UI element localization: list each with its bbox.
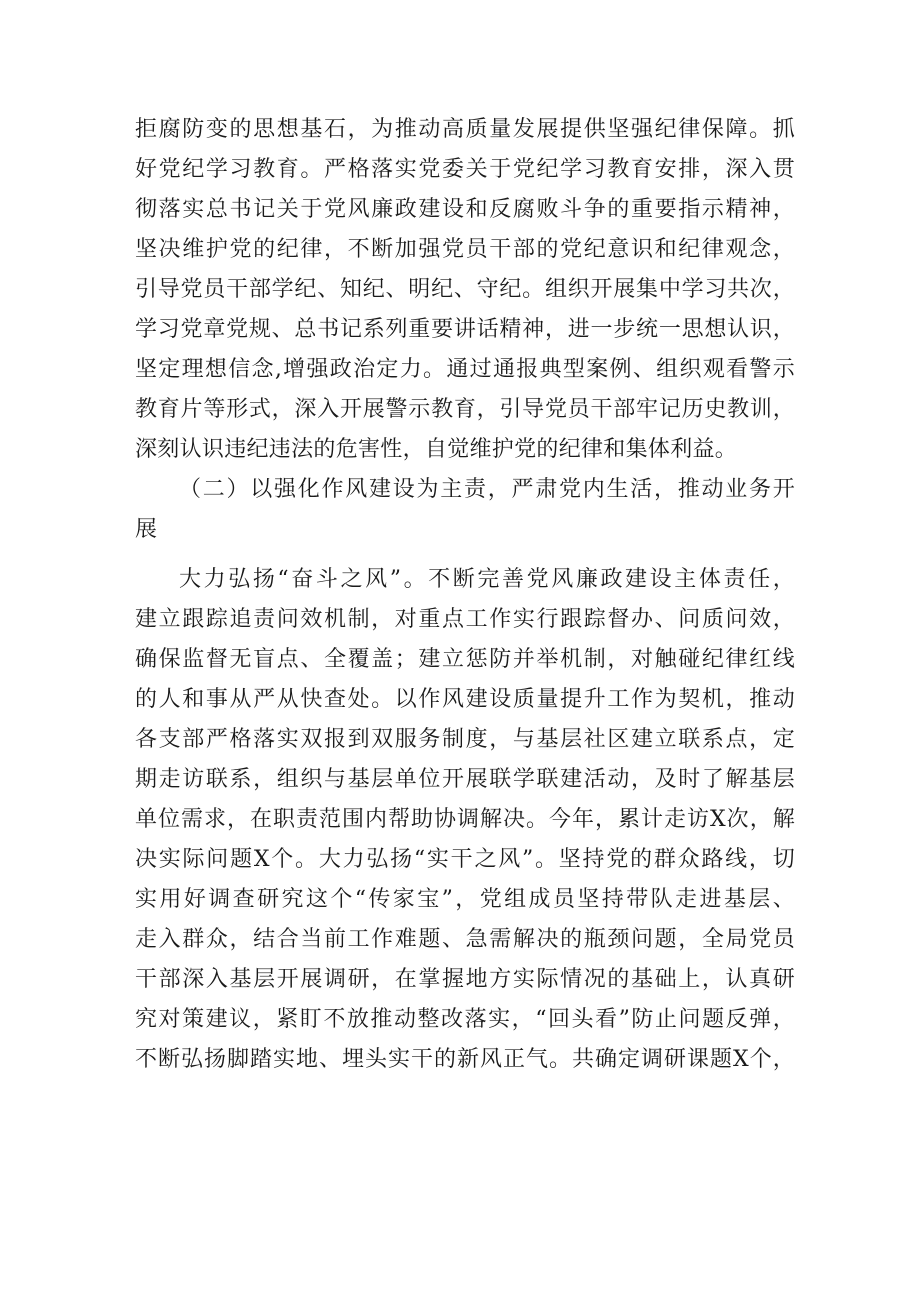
text-line: 深刻认识违纪违法的危害性，自觉维护党的纪律和集体利益。 xyxy=(135,437,738,462)
paragraph-party-discipline xyxy=(135,110,795,470)
text-line: 坚决维护党的纪律，不断加强党员干部的党纪意识和纪律观念， xyxy=(135,237,795,262)
heading-line: （二）以强化作风建设为主责，严肃党内生活，推动业务开 xyxy=(179,477,795,502)
paragraph-work-style xyxy=(135,560,795,1080)
text-line: 各支部严格落实双报到双服务制度，与基层社区建立联系点，定 xyxy=(135,727,795,752)
text-line: 拒腐防变的思想基石，为推动高质量发展提供坚强纪律保障。抓 xyxy=(135,117,795,142)
text-line: 大力弘扬“奋斗之风”。不断完善党风廉政建设主体责任， xyxy=(179,567,795,592)
text-line: 教育片等形式，深入开展警示教育，引导党员干部牢记历史教训， xyxy=(135,397,795,422)
text-line: 单位需求，在职责范围内帮助协调解决。今年，累计走访X次，解 xyxy=(135,807,795,832)
text-line: 好党纪学习教育。严格落实党委关于党纪学习教育安排，深入贯 xyxy=(135,157,795,182)
text-line: 建立跟踪追责问效机制，对重点工作实行跟踪督办、问质问效， xyxy=(135,607,795,632)
text-line: 彻落实总书记关于党风廉政建设和反腐败斗争的重要指示精神， xyxy=(135,197,795,222)
text-line: 期走访联系，组织与基层单位开展联学联建活动，及时了解基层 xyxy=(135,767,795,792)
text-line: 实用好调查研究这个“传家宝”，党组成员坚持带队走进基层、 xyxy=(135,887,795,912)
text-line: 究对策建议，紧盯不放推动整改落实，“回头看”防止问题反弹， xyxy=(135,1007,795,1032)
text-line: 干部深入基层开展调研，在掌握地方实际情况的基础上，认真研 xyxy=(135,967,795,992)
text-line: 学习党章党规、总书记系列重要讲话精神，进一步统一思想认识， xyxy=(135,317,795,342)
text-line: 走入群众，结合当前工作难题、急需解决的瓶颈问题，全局党员 xyxy=(135,927,795,952)
text-line: 坚定理想信念,增强政治定力。通过通报典型案例、组织观看警示 xyxy=(135,357,795,382)
text-line: 决实际问题X个。大力弘扬“实干之风”。坚持党的群众路线，切 xyxy=(135,847,795,872)
text-line: 引导党员干部学纪、知纪、明纪、守纪。组织开展集中学习共次， xyxy=(135,277,795,302)
section-heading-two xyxy=(135,470,795,550)
paragraph-spacer xyxy=(135,550,795,560)
text-line: 不断弘扬脚踏实地、埋头实干的新风正气。共确定调研课题X个， xyxy=(135,1047,795,1072)
document-body xyxy=(135,110,795,1080)
heading-line: 展 xyxy=(135,517,158,542)
text-line: 确保监督无盲点、全覆盖；建立惩防并举机制，对触碰纪律红线 xyxy=(135,647,795,672)
text-line: 的人和事从严从快查处。以作风建设质量提升工作为契机，推动 xyxy=(135,687,795,712)
